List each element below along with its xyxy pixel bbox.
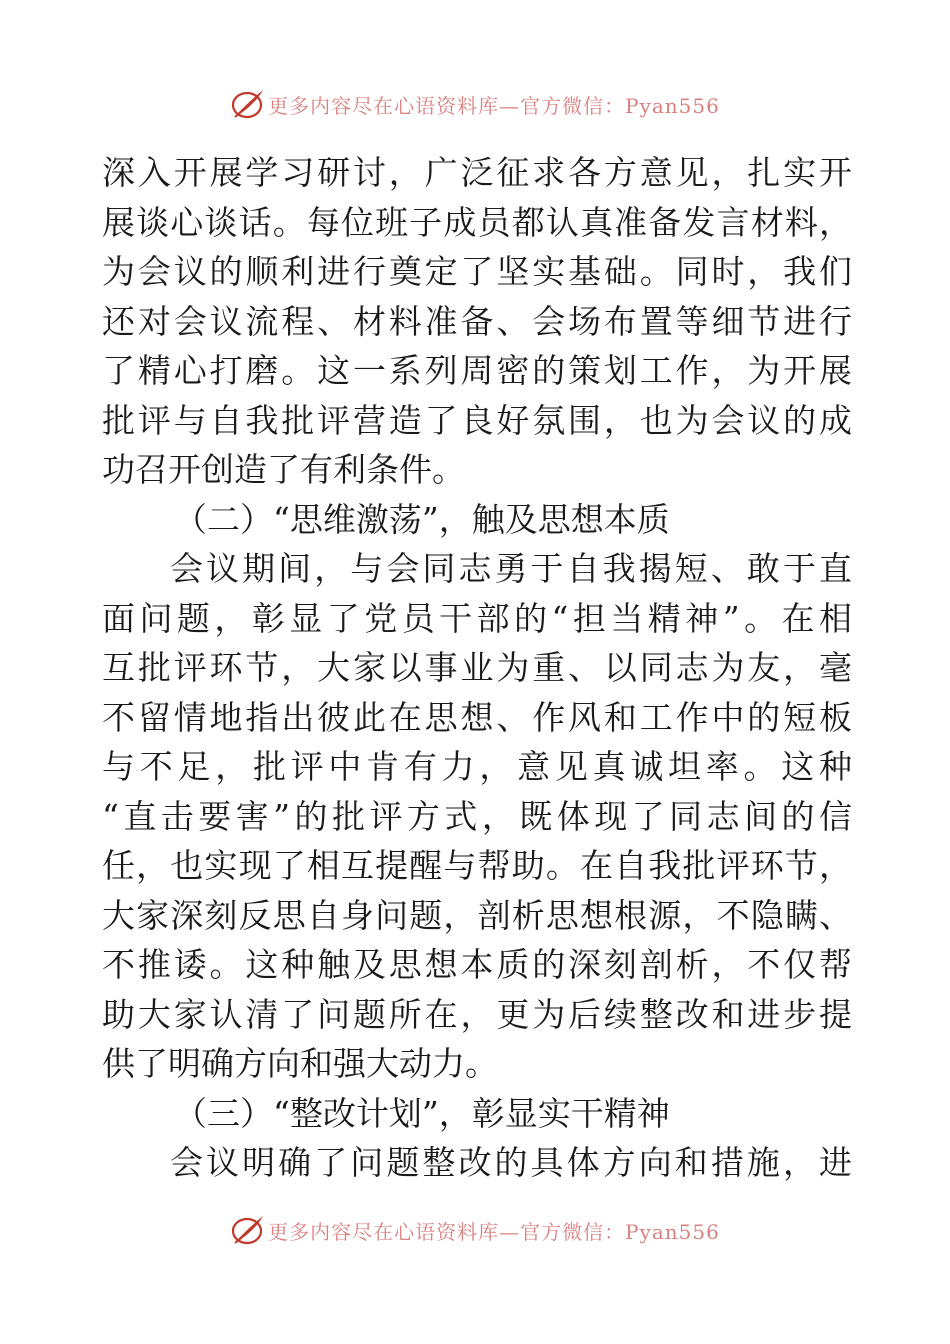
- paragraph-line: 了精心打磨。这一系列周密的策划工作，为开展: [102, 351, 852, 390]
- paragraph-line: 展谈心谈话。每位班子成员都认真准备发言材料，: [102, 202, 852, 242]
- paragraph-line: 不推诿。这种触及思想本质的深刻剖析，不仅帮: [102, 945, 852, 984]
- paragraph-line: 与不足，批评中肯有力，意见真诚坦率。这种: [102, 747, 852, 786]
- paragraph-line: 面问题，彰显了党员干部的“担当精神”。在相: [102, 598, 852, 638]
- paragraph-line: 助大家认清了问题所在，更为后续整改和进步提: [102, 994, 852, 1034]
- paragraph-line: 深入开展学习研讨，广泛征求各方意见，扎实开: [102, 153, 852, 192]
- section-heading-2: （二）“思维激荡”，触及思想本质: [174, 499, 670, 539]
- footer-watermark-banner: [0, 1210, 950, 1250]
- paragraph-line: 功召开创造了有利条件。: [102, 450, 465, 489]
- paragraph-line: 供了明确方向和强大动力。: [102, 1044, 498, 1083]
- paragraph-line: 不留情地指出彼此在思想、作风和工作中的短板: [102, 697, 852, 737]
- header-watermark-banner: [0, 84, 950, 124]
- document-body: [102, 148, 852, 1188]
- watermark-text: 更多内容尽在心语资料库—官方微信：Pyan556: [268, 93, 720, 118]
- paragraph-line: 为会议的顺利进行奠定了坚实基础。同时，我们: [102, 252, 852, 291]
- quill-pen-logo-icon: [230, 1213, 266, 1247]
- paragraph-line: “直击要害”的批评方式，既体现了同志间的信: [102, 796, 852, 836]
- paragraph-line: 批评与自我批评营造了良好氛围，也为会议的成: [102, 400, 852, 440]
- paragraph-line: 还对会议流程、材料准备、会场布置等细节进行: [102, 301, 852, 341]
- paragraph-line: 大家深刻反思自身问题，剖析思想根源，不隐瞒、: [102, 895, 852, 935]
- paragraph-line: 任，也实现了相互提醒与帮助。在自我批评环节，: [102, 846, 852, 885]
- watermark-text: 更多内容尽在心语资料库—官方微信：Pyan556: [268, 1219, 720, 1244]
- paragraph-line: 会议明确了问题整改的具体方向和措施，进: [170, 1143, 852, 1182]
- quill-pen-logo-icon: [230, 87, 266, 121]
- paragraph-line: 互批评环节，大家以事业为重、以同志为友，毫: [102, 648, 852, 687]
- section-heading-3: （三）“整改计划”，彰显实干精神: [174, 1093, 670, 1133]
- paragraph-line: 会议期间，与会同志勇于自我揭短、敢于直: [170, 549, 852, 588]
